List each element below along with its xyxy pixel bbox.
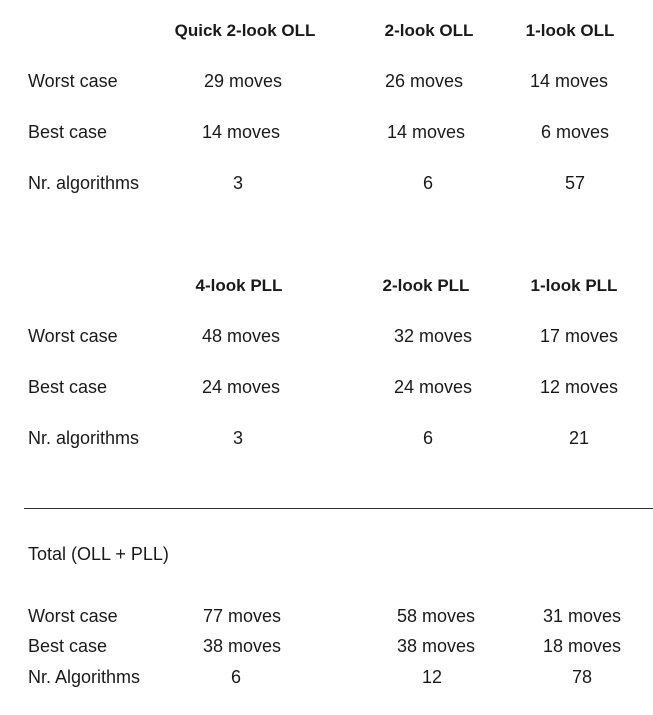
oll-cell: 14 moves: [529, 71, 609, 91]
total-cell: 78: [571, 667, 593, 687]
total-cell: 38 moves: [202, 636, 282, 656]
oll-cell: 6: [422, 173, 433, 193]
pll-header-4-look: 4-look PLL: [195, 276, 283, 295]
oll-cell: 29 moves: [203, 71, 283, 91]
total-cell: 77 moves: [202, 606, 282, 626]
pll-header-2-look: 2-look PLL: [382, 276, 470, 295]
oll-cell: 57: [564, 173, 586, 193]
pll-cell: 3: [232, 428, 243, 448]
pll-header-1-look: 1-look PLL: [530, 276, 618, 295]
total-cell: 31 moves: [542, 606, 622, 626]
oll-cell: 14 moves: [386, 122, 466, 142]
oll-header-2-look: 2-look OLL: [384, 21, 474, 40]
pll-cell: 12 moves: [539, 377, 619, 397]
total-row-label-worst-case: Worst case: [28, 606, 118, 626]
oll-header-1-look: 1-look OLL: [525, 21, 615, 40]
total-cell: 58 moves: [396, 606, 476, 626]
pll-cell: 21: [568, 428, 590, 448]
oll-cell: 3: [232, 173, 243, 193]
oll-cell: 6 moves: [540, 122, 610, 142]
pll-cell: 48 moves: [201, 326, 281, 346]
oll-cell: 26 moves: [384, 71, 464, 91]
pll-row-label-nr-algorithms: Nr. algorithms: [28, 428, 140, 448]
total-cell: 12: [421, 667, 443, 687]
section-divider: [24, 508, 653, 509]
pll-cell: 24 moves: [201, 377, 281, 397]
oll-row-label-best-case: Best case: [28, 122, 108, 142]
oll-header-quick-2-look: Quick 2-look OLL: [174, 21, 316, 40]
pll-cell: 32 moves: [393, 326, 473, 346]
oll-row-label-worst-case: Worst case: [28, 71, 118, 91]
oll-row-label-nr-algorithms: Nr. algorithms: [28, 173, 140, 193]
total-cell: 6: [230, 667, 241, 687]
total-row-label-best-case: Best case: [28, 636, 108, 656]
total-row-label-nr-algorithms: Nr. Algorithms: [28, 667, 141, 687]
pll-row-label-best-case: Best case: [28, 377, 108, 397]
total-cell: 38 moves: [396, 636, 476, 656]
oll-cell: 14 moves: [201, 122, 281, 142]
pll-cell: 24 moves: [393, 377, 473, 397]
total-cell: 18 moves: [542, 636, 622, 656]
pll-cell: 6: [422, 428, 433, 448]
pll-row-label-worst-case: Worst case: [28, 326, 118, 346]
total-title: Total (OLL + PLL): [28, 544, 169, 564]
pll-cell: 17 moves: [539, 326, 619, 346]
